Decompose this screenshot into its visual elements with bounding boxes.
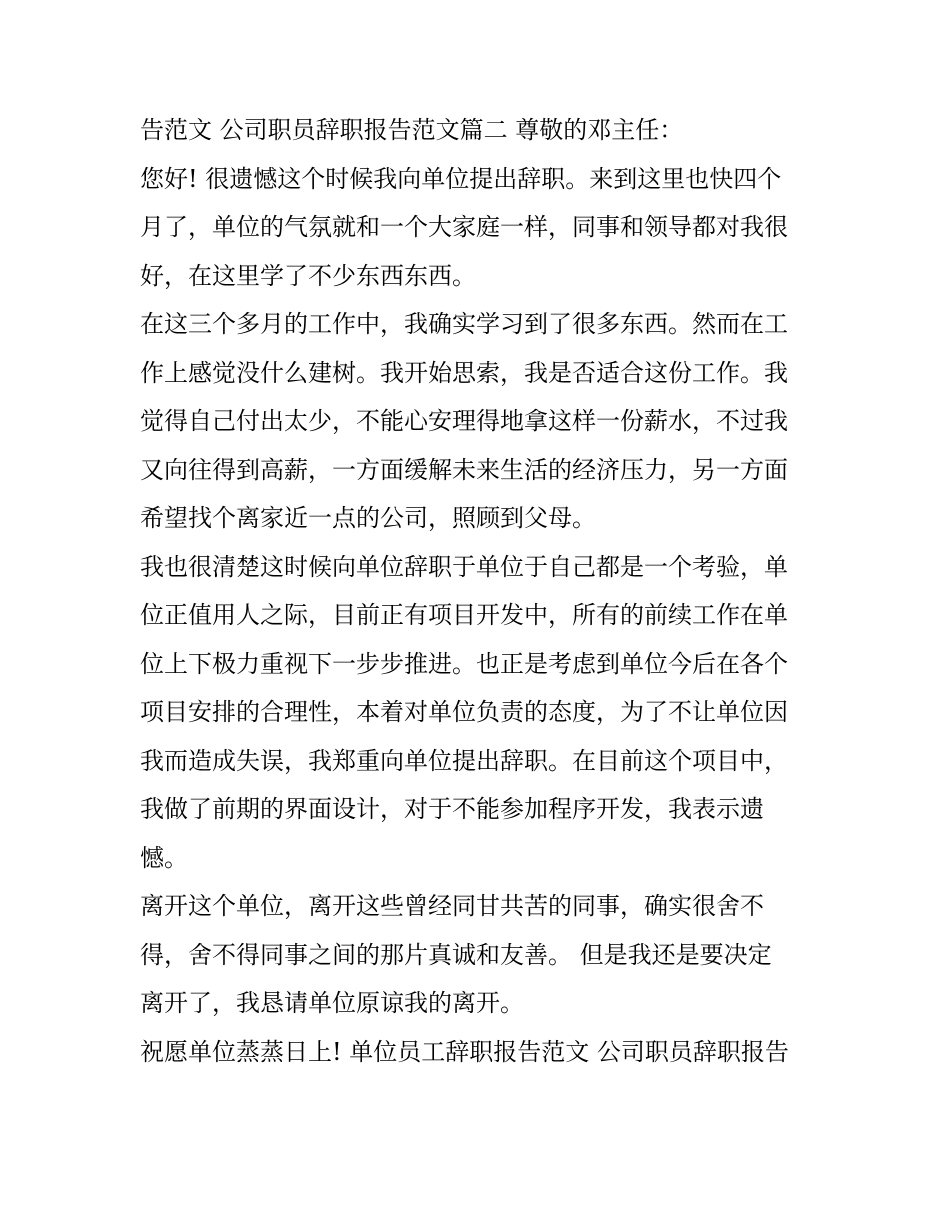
text-line: 我而造成失误，我郑重向单位提出辞职。在目前这个项目中， bbox=[140, 746, 788, 775]
document-body bbox=[140, 106, 820, 1076]
text-line: 离开这个单位，离开这些曾经同甘共苦的同事，确实很舍不 bbox=[140, 892, 764, 920]
text-line: 告范文 公司职员辞职报告范文篇二 尊敬的邓主任： bbox=[140, 116, 684, 144]
text-line: 好，在这里学了不少东西东西。 bbox=[140, 261, 476, 290]
text-line: 项目安排的合理性，本着对单位负责的态度，为了不让单位因 bbox=[140, 698, 788, 726]
text-line: 月了，单位的气氛就和一个大家庭一样，同事和领导都对我很 bbox=[140, 213, 788, 241]
text-line: 位上下极力重视下一步步推进。也正是考虑到单位今后在各个 bbox=[140, 649, 788, 678]
text-line: 我做了前期的界面设计，对于不能参加程序开发，我表示遗 bbox=[140, 795, 764, 823]
text-line: 得，舍不得同事之间的那片真诚和友善。 但是我还是要决定 bbox=[140, 940, 772, 969]
text-line: 在这三个多月的工作中，我确实学习到了很多东西。然而在工 bbox=[140, 310, 788, 338]
text-line: 憾。 bbox=[140, 843, 188, 872]
text-line: 您好! 很遗憾这个时候我向单位提出辞职。来到这里也快四个 bbox=[140, 164, 782, 193]
text-line: 位正值用人之际，目前正有项目开发中，所有的前续工作在单 bbox=[140, 601, 788, 629]
text-line: 祝愿单位蒸蒸日上! 单位员工辞职报告范文 公司职员辞职报告 bbox=[140, 1037, 789, 1066]
text-line: 觉得自己付出太少，不能心安理得地拿这样一份薪水，不过我 bbox=[140, 407, 788, 435]
text-line: 离开了，我恳请单位原谅我的离开。 bbox=[140, 989, 524, 1017]
text-line: 又向往得到高薪，一方面缓解未来生活的经济压力，另一方面 bbox=[140, 455, 788, 484]
text-line: 作上感觉没什么建树。我开始思索，我是否适合这份工作。我 bbox=[140, 358, 788, 387]
text-line: 希望找个离家近一点的公司，照顾到父母。 bbox=[140, 504, 596, 532]
text-line: 我也很清楚这时候向单位辞职于单位于自己都是一个考验，单 bbox=[140, 552, 788, 581]
